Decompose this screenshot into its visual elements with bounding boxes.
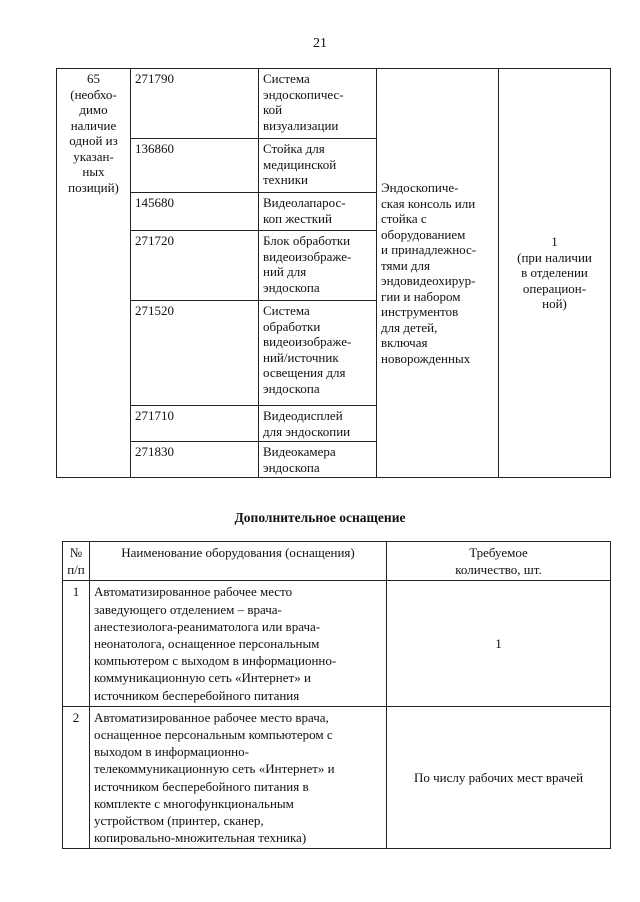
name-cell: Видеодисплей для эндоскопии [259, 406, 377, 442]
code-cell: 271830 [131, 442, 259, 478]
position-number-cell: 65 (необхо- димо наличие одной из указан- ных позиций) [57, 69, 131, 478]
code-cell: 271790 [131, 69, 259, 139]
code-cell: 271710 [131, 406, 259, 442]
row-number: 2 [63, 706, 90, 849]
additional-equipment-table [62, 541, 611, 849]
header-qty: Требуемое количество, шт. [387, 542, 611, 581]
table-row [63, 706, 611, 849]
row-number: 1 [63, 581, 90, 706]
name-cell: Блок обработки видеоизображе- ний для эндоскопа [259, 231, 377, 301]
name-cell: Система обработки видеоизображе- ний/источник освещения для эндоскопа [259, 301, 377, 406]
equipment-name: Автоматизированное рабочее место заведующего отделением – врача- анестезиолога-реаниматолога или врача- неонатолога, оснащенное персональным компьютером с выходом в информационно- коммуникационную сеть «Интернет» и источником бесперебойного питания [90, 581, 387, 706]
code-cell: 271720 [131, 231, 259, 301]
name-cell: Видеолапарос- коп жесткий [259, 193, 377, 231]
table-row [57, 69, 611, 139]
quantity-cell: 1 (при наличии в отделении операцион- ной) [499, 69, 611, 478]
table-header-row [63, 542, 611, 581]
page-number: 21 [313, 36, 327, 51]
header-name: Наименование оборудования (оснащения) [90, 542, 387, 581]
equipment-table [56, 68, 611, 478]
name-cell: Система эндоскопичес- кой визуализации [259, 69, 377, 139]
section-title: Дополнительное оснащение [234, 510, 406, 525]
code-cell: 136860 [131, 139, 259, 193]
name-cell: Видеокамера эндоскопа [259, 442, 377, 478]
required-quantity: По числу рабочих мест врачей [387, 706, 611, 849]
equipment-name: Автоматизированное рабочее место врача, оснащенное персональным компьютером с выходом в информационно- телекоммуникационную сеть «Интернет» и источником бесперебойного питания в комплекте с многофункциональным устройством (принтер, сканер, копировально-множительная техника) [90, 706, 387, 849]
group-name-cell: Эндоскопиче- ская консоль или стойка с оборудованием и принадлежнос- тями для эндовидеохирур- гии и набором инструментов для детей, включая новорожденных [377, 69, 499, 478]
name-cell: Стойка для медицинской техники [259, 139, 377, 193]
code-cell: 145680 [131, 193, 259, 231]
table-row [63, 581, 611, 706]
header-num: № п/п [63, 542, 90, 581]
code-cell: 271520 [131, 301, 259, 406]
required-quantity: 1 [387, 581, 611, 706]
